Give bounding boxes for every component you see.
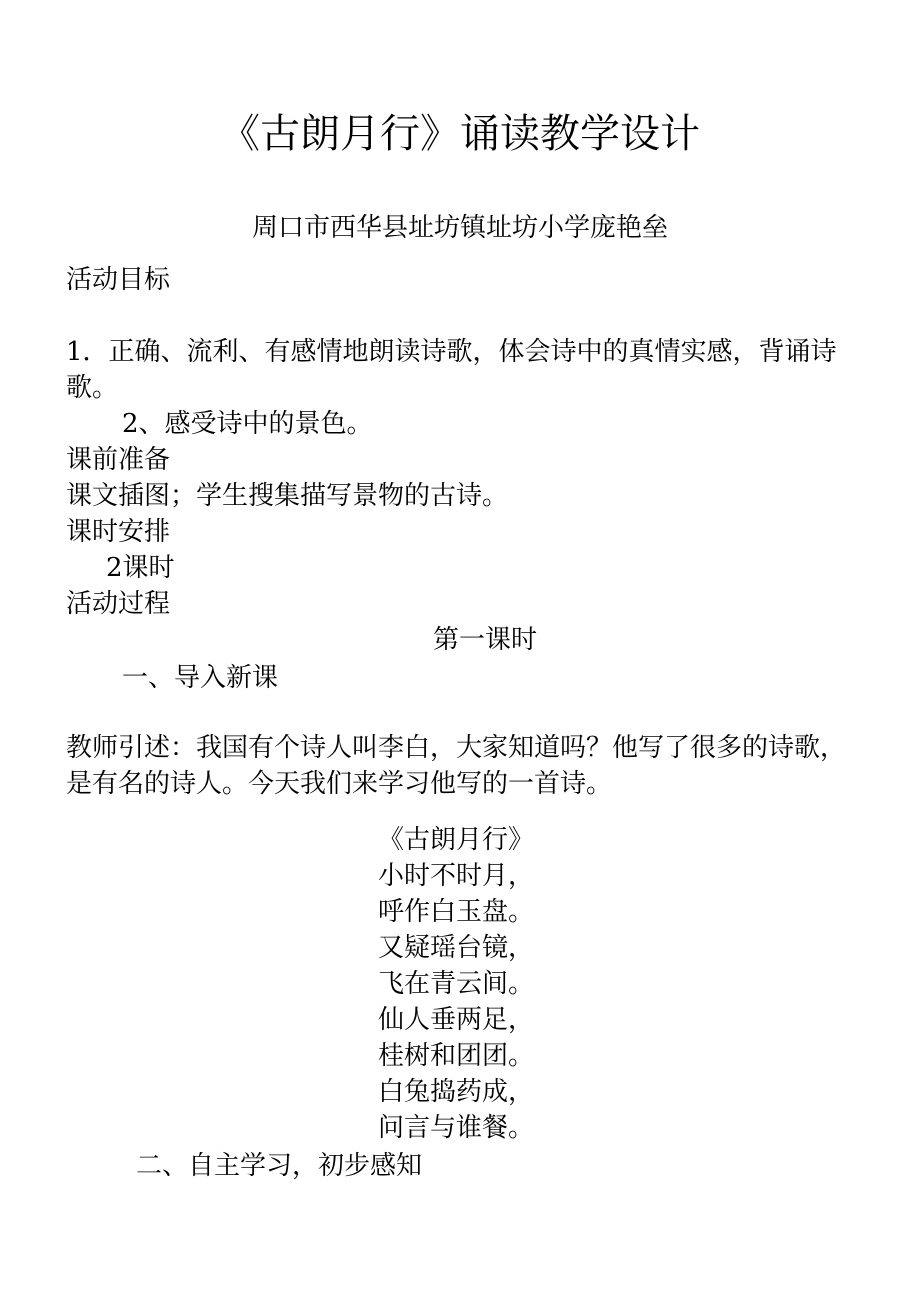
poem-line: 呼作白玉盘。: [378, 897, 535, 927]
goal-2: 2、感受诗中的景色。: [122, 409, 373, 439]
prep-heading: 课前准备: [66, 445, 171, 475]
poem-line: 飞在青云间。: [378, 969, 535, 999]
poem-line: 小时不时月，: [378, 861, 535, 891]
section-2-heading: 二、自主学习，初步感知: [136, 1151, 423, 1181]
process-heading: 活动过程: [66, 589, 171, 619]
document-title: 《古朗月行》诵读教学设计: [220, 111, 700, 157]
poem-line: 问言与谁餐。: [378, 1113, 535, 1143]
poem-line: 又疑瑶台镜，: [378, 933, 535, 963]
lesson-1-heading: 第一课时: [433, 625, 538, 655]
schedule-heading: 课时安排: [66, 517, 171, 547]
poem-line: 桂树和团团。: [378, 1041, 535, 1071]
poem-line: 白兔捣药成，: [378, 1077, 535, 1107]
schedule-text: 2课时: [106, 553, 175, 583]
goal-1: 1．正确、流利、有感情地朗读诗歌，体会诗中的真情实感，背诵诗歌。: [66, 337, 837, 403]
poem-title: 《古朗月行》: [378, 825, 535, 855]
intro-paragraph: 教师引述：我国有个诗人叫李白，大家知道吗？他写了很多的诗歌，是有名的诗人。今天我们来学习他写的一首诗。: [66, 733, 847, 799]
author-line: 周口市西华县址坊镇址坊小学庞艳垒: [251, 213, 668, 243]
prep-text: 课文插图；学生搜集描写景物的古诗。: [66, 481, 509, 511]
goals-heading: 活动目标: [66, 265, 171, 295]
poem-line: 仙人垂两足，: [378, 1005, 535, 1035]
section-1-heading: 一、导入新课: [122, 663, 279, 693]
